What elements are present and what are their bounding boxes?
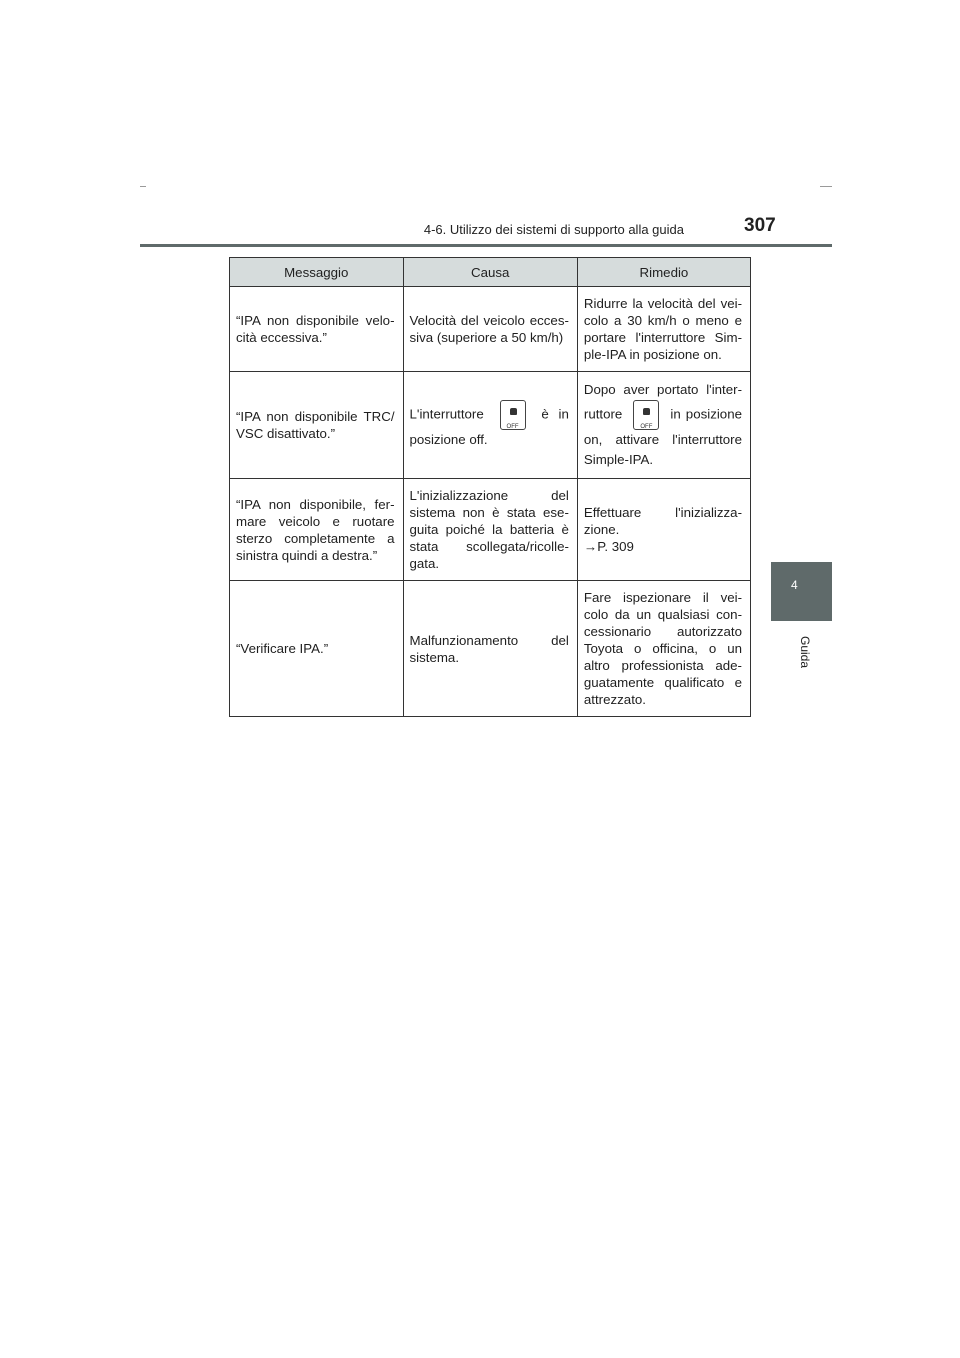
vsc-off-switch-icon: OFF [500,400,526,430]
message-cell: “Verificare IPA.” [230,581,404,717]
table-row [230,479,751,581]
header-rule [140,244,832,247]
column-header-message: Messaggio [230,258,404,287]
cause-cell: Malfunzionamento del sistema. [403,581,577,717]
section-title: 4-6. Utilizzo dei sistemi di supporto alla guida [423,222,684,237]
message-cell: “IPA non disponibile velo-cità eccessiva.” [230,287,404,372]
message-table [229,257,751,717]
crop-mark-right [820,186,832,187]
message-cell: “IPA non disponibile TRC/ VSC disattivato.” [230,372,404,479]
vsc-off-switch-icon: OFF [633,400,659,430]
page-reference-link[interactable]: →P. 309 [583,539,634,554]
crop-mark-left [140,186,146,187]
cause-cell: Velocità del veicolo ecces-siva (superiore a 50 km/h) [403,287,577,372]
chapter-label: Guida [798,636,812,669]
remedy-text-after: in posizione on, attivare l'interruttore Simple-IPA. [583,406,742,467]
chapter-number: 4 [791,578,798,592]
remedy-cell: Fare ispezionare il vei-colo da un qualsiasi con-cessionario autorizzato Toyota o officina, o un altro professionista ade-guatamente qualificato e attrezzato. [577,581,750,717]
cause-cell [403,372,577,479]
remedy-cell: Ridurre la velocità del vei-colo a 30 km/h o meno e portare l'interruttore Sim-ple-IPA in posizione on. [577,287,750,372]
table-row [230,287,751,372]
page-number: 307 [744,215,776,236]
table-row [230,372,751,479]
remedy-text: Effettuare l'inizializza-zione. [583,505,742,537]
column-header-remedy: Rimedio [577,258,750,287]
cause-cell: L'inizializzazione del sistema non è stata ese-guita poiché la batteria è stata scollegata/ricolle-gata. [403,479,577,581]
cause-text-before: L'interruttore [409,406,484,422]
cause-text-after: è in posizione off. [409,406,569,447]
column-header-cause: Causa [403,258,577,287]
remedy-cell [577,479,750,581]
remedy-cell [577,372,750,479]
remedy-text-before: Dopo aver portato l'inter-ruttore [583,382,742,422]
chapter-tab [771,562,832,621]
message-cell: “IPA non disponibile, fer-mare veicolo e ruotare sterzo completamente a sinistra quindi a destra.” [230,479,404,581]
table-row [230,581,751,717]
table-header-row [230,258,751,287]
page-header [140,214,832,244]
